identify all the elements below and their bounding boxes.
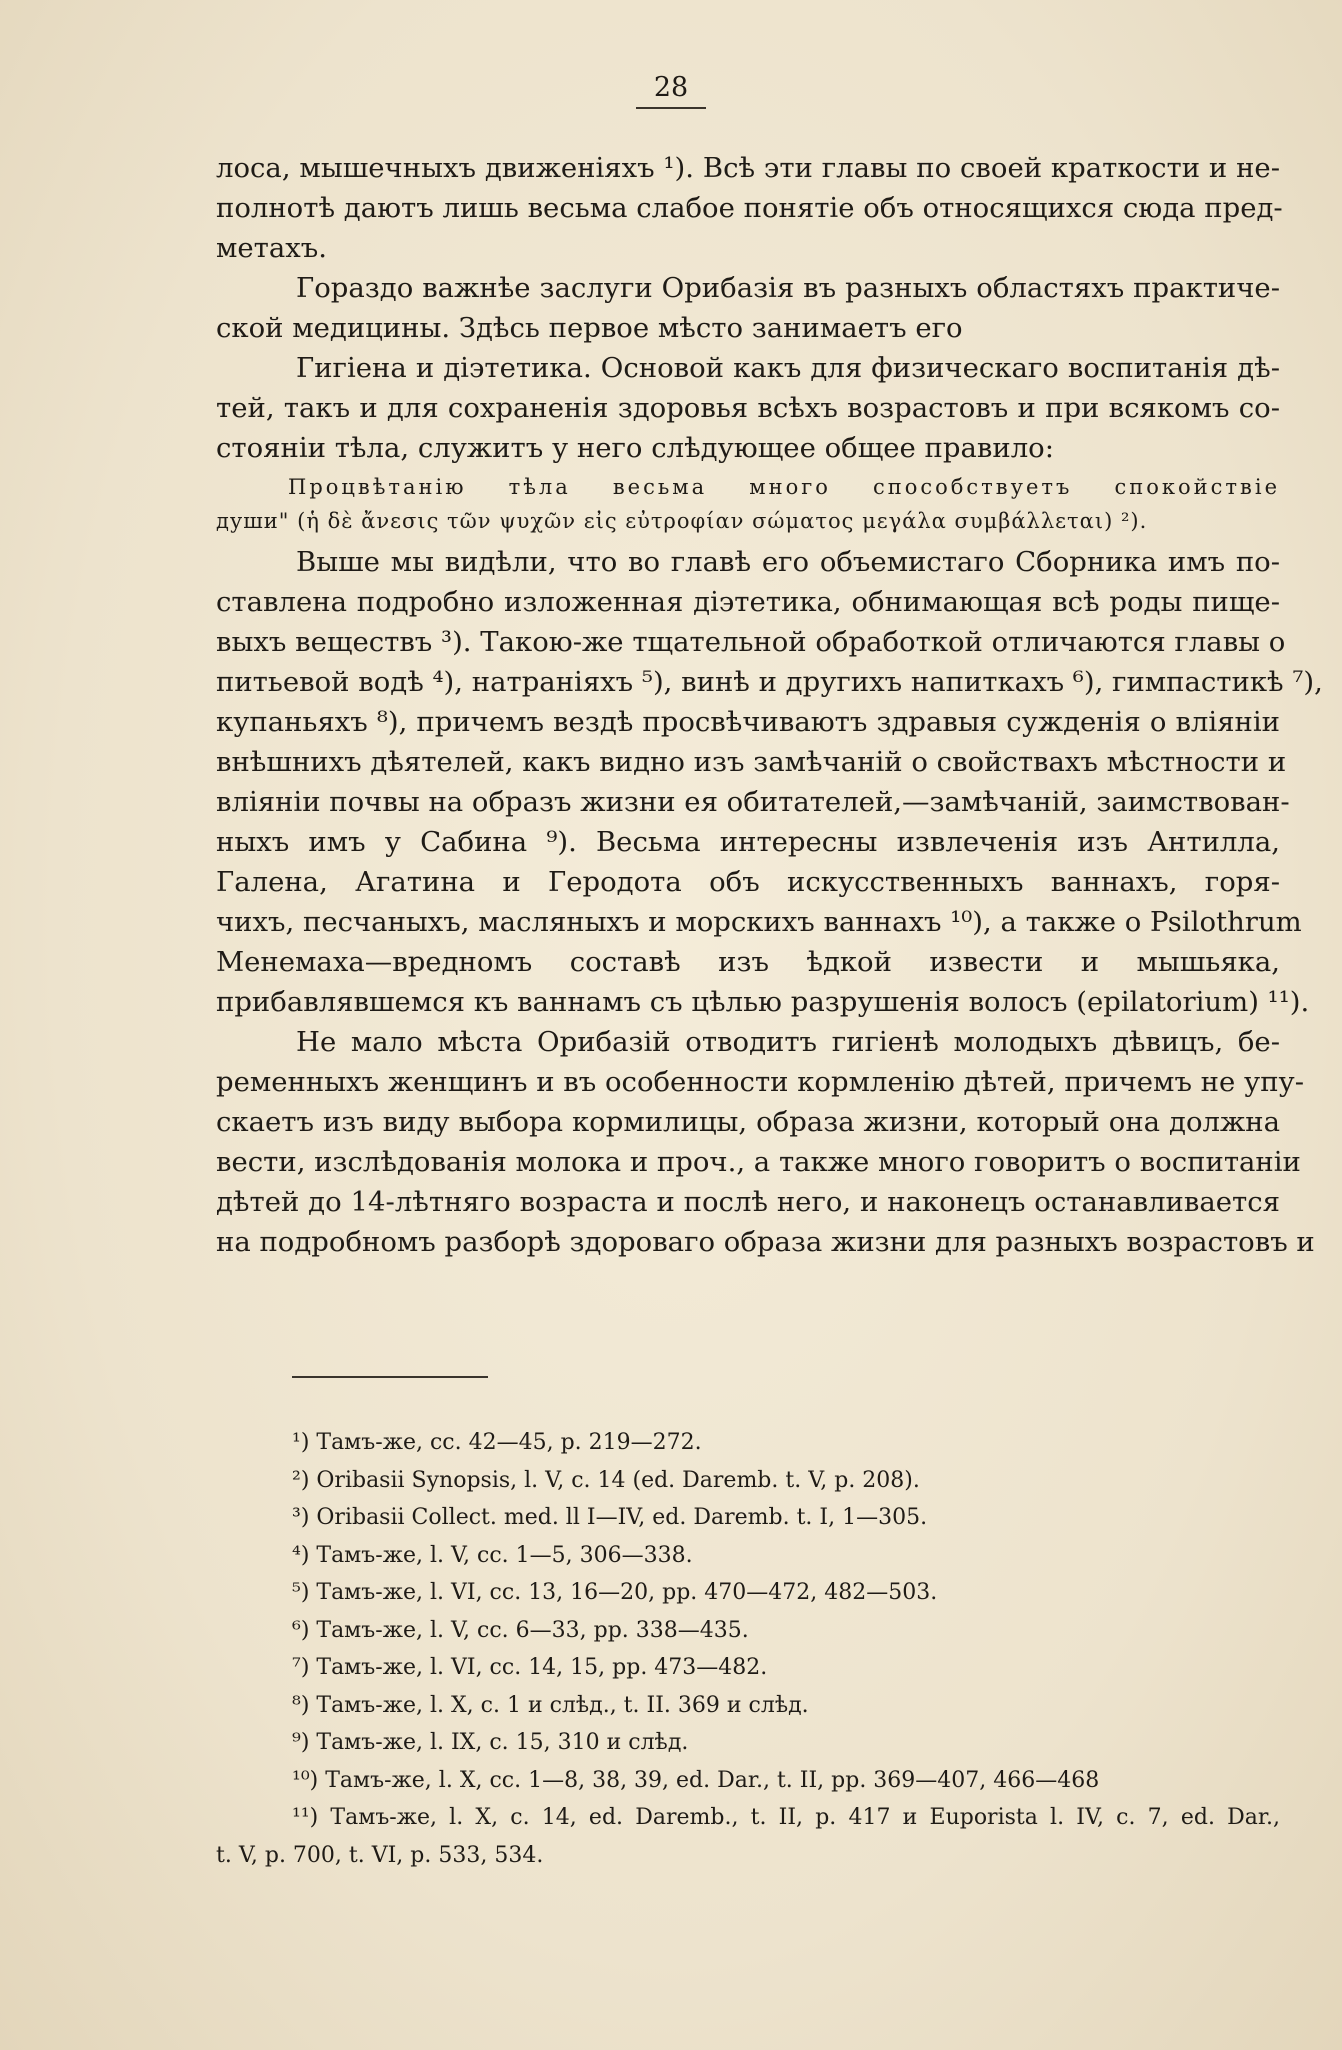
footnote: ¹) Тамъ-же, сс. 42—45, р. 219—272. — [292, 1430, 702, 1455]
footnotes — [216, 1424, 1280, 1874]
text-line: полнотѣ даютъ лишь весьма слабое понятіе объ относящихся сюда пред- — [216, 192, 1283, 224]
text-line: метахъ. — [216, 232, 328, 264]
text-line: стояніи тѣла, служитъ у него слѣдующее общее правило: — [216, 432, 1054, 464]
text-line: вести, изслѣдованія молока и проч., а также много говоритъ о воспитаніи — [216, 1146, 1301, 1178]
body-text — [216, 148, 1323, 1262]
text-line: на подробномъ разборѣ здороваго образа жизни для разныхъ возрастовъ и — [216, 1226, 1315, 1258]
footnote: ¹¹) Тамъ-же, l. X, c. 14, ed. Daremb., t. II, p. 417 и Euporista l. IV, c. 7, ed. Dar., — [292, 1805, 1280, 1830]
text-line: прибавлявшемся къ ваннамъ съ цѣлью разрушенія волосъ (epilatorium) ¹¹). — [216, 986, 1310, 1018]
section-heading-line: Гигіена и діэтетика. Основой какъ для физическаго воспитанія дѣ- — [296, 352, 1280, 384]
text-line: чихъ, песчаныхъ, масляныхъ и морскихъ ваннахъ ¹⁰), а также о Psilothrum — [216, 906, 1302, 938]
text-line: ныхъ имъ у Сабина ⁹). Весьма интересны извлеченія изъ Антилла, — [216, 826, 1280, 858]
text-line: Выше мы видѣли, что во главѣ его объемистаго Сборника имъ по- — [296, 546, 1280, 578]
text-line: питьевой водѣ ⁴), натраніяхъ ⁵), винѣ и другихъ напиткахъ ⁶), гимпастикѣ ⁷), — [216, 666, 1323, 698]
text-line: ской медицины. Здѣсь первое мѣсто занимаетъ его — [216, 312, 963, 344]
text-line: Не мало мѣста Орибазій отводитъ гигіенѣ молодыхъ дѣвицъ, бе- — [296, 1026, 1280, 1058]
quote-line: души" (ἡ δὲ ἄνεσις τῶν ψυχῶν εἰς εὐτροφίαν σώματος μεγάλα συμβάλλεται) ²). — [216, 509, 1148, 533]
footnote: ²) Oribasii Synopsis, l. V, c. 14 (ed. Daremb. t. V, p. 208). — [292, 1467, 920, 1493]
footnote-continuation: t. V, p. 700, t. VI, p. 533, 534. — [216, 1842, 544, 1868]
text-line: вліяніи почвы на образъ жизни ея обитателей,—замѣчаній, заимствован- — [216, 786, 1290, 818]
quote-line: Процвѣтанію тѣла весьма много способствуетъ спокойствіе — [288, 475, 1280, 499]
text-line: лоса, мышечныхъ движеніяхъ ¹). Всѣ эти главы по своей краткости и не- — [216, 152, 1280, 184]
text-line: дѣтей до 14-лѣтняго возраста и послѣ него, и наконецъ останавливается — [216, 1186, 1280, 1218]
footnote: ⁷) Тамъ-же, l. VI, cc. 14, 15, pp. 473—482. — [292, 1655, 768, 1680]
page-number: 28 — [0, 72, 1342, 109]
footnote: ⁴) Тамъ-же, l. V, cc. 1—5, 306—338. — [292, 1542, 693, 1568]
footnote: ⁵) Тамъ-же, l. VI, cc. 13, 16—20, pp. 470—472, 482—503. — [292, 1580, 938, 1605]
text-line: Галена, Агатина и Геродота объ искусственныхъ ваннахъ, горя- — [216, 866, 1280, 898]
text-line: внѣшнихъ дѣятелей, какъ видно изъ замѣчаній о свойствахъ мѣстности и — [216, 746, 1287, 778]
text-line: тей, такъ и для сохраненія здоровья всѣхъ возрастовъ и при всякомъ со- — [216, 392, 1280, 424]
footnote-divider — [292, 1376, 488, 1378]
footnote: ⁶) Тамъ-же, l. V, cc. 6—33, pp. 338—435. — [292, 1617, 749, 1643]
footnote: ⁹) Тамъ-же, l. IX, c. 15, 310 и слѣд. — [292, 1730, 689, 1755]
text-line: Менемаха—вредномъ составѣ изъ ѣдкой извести и мышьяка, — [216, 946, 1280, 978]
text-line: ставлена подробно изложенная діэтетика, обнимающая всѣ роды пище- — [216, 586, 1280, 618]
footnote: ⁸) Тамъ-же, l. X, c. 1 и слѣд., t. II. 369 и слѣд. — [292, 1692, 809, 1718]
text-line: Гораздо важнѣе заслуги Орибазія въ разныхъ областяхъ практиче- — [296, 272, 1280, 304]
text-line: скаетъ изъ виду выбора кормилицы, образа жизни, который она должна — [216, 1106, 1280, 1138]
footnote: ³) Oribasii Collect. med. ll I—IV, ed. Daremb. t. I, 1—305. — [292, 1505, 928, 1530]
text-line: ременныхъ женщинъ и въ особенности кормленію дѣтей, причемъ не упу- — [216, 1066, 1305, 1098]
text-line: купаньяхъ ⁸), причемъ вездѣ просвѣчиваютъ здравыя сужденія о вліяніи — [216, 706, 1280, 738]
text-line: выхъ веществъ ³). Такою-же тщательной обработкой отличаются главы о — [216, 626, 1286, 658]
footnote: ¹⁰) Тамъ-же, l. X, cc. 1—8, 38, 39, ed. Dar., t. II, pp. 369—407, 466—468 — [292, 1767, 1100, 1793]
